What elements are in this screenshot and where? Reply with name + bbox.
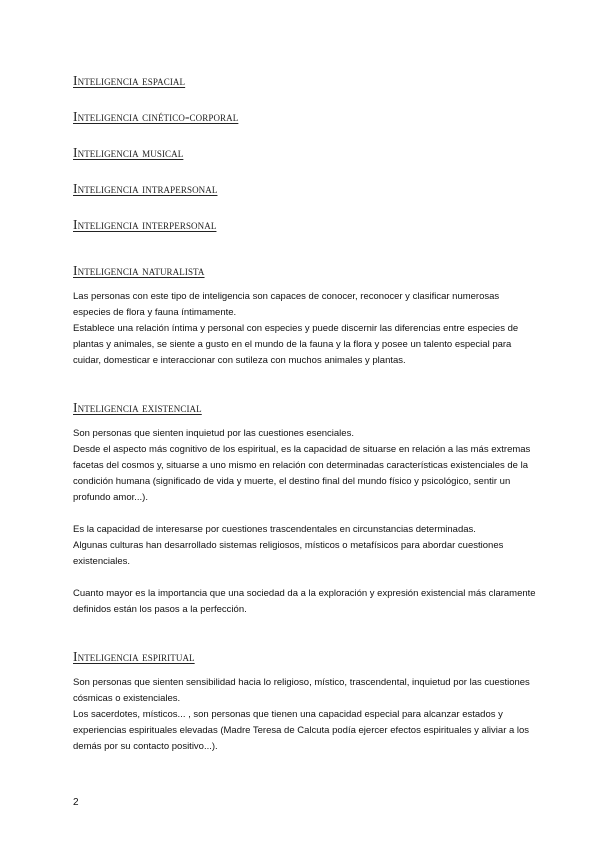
- section-naturalista: [73, 262, 538, 369]
- link-inteligencia-espiritual[interactable]: Inteligencia espiritual: [73, 649, 195, 664]
- existencial-paragraph-4: Algunas culturas han desarrollado sistemas religiosos, místicos o metafísicos para abordar cuestiones existenciales.: [73, 540, 504, 567]
- paragraph-gap: [73, 570, 538, 586]
- link-inteligencia-musical[interactable]: Inteligencia musical: [73, 145, 184, 160]
- existencial-paragraph-3: Es la capacidad de interesarse por cuestiones trascendentales en circunstancias determinadas.: [73, 524, 476, 535]
- espiritual-paragraph-1: Son personas que sienten sensibilidad hacia lo religioso, místico, trascendental, inquietud por las cuestiones cósmicas o existenciales.: [73, 677, 530, 704]
- link-inteligencia-naturalista[interactable]: Inteligencia naturalista: [73, 263, 205, 278]
- existencial-paragraph-5: Cuanto mayor es la importancia que una sociedad da a la exploración y expresión existencial más claramente definidos están los pasos a la perfección.: [73, 588, 536, 615]
- link-inteligencia-cinetico-corporal[interactable]: Inteligencia cinético-corporal: [73, 109, 239, 124]
- link-inteligencia-interpersonal[interactable]: Inteligencia interpersonal: [73, 217, 217, 232]
- section-existencial: [73, 399, 538, 618]
- existencial-paragraph-1: Son personas que sienten inquietud por las cuestiones esenciales.: [73, 428, 354, 439]
- page-number: 2: [73, 797, 79, 808]
- section-espiritual: [73, 648, 538, 755]
- paragraph-gap: [73, 506, 538, 522]
- naturalista-paragraph-1: Las personas con este tipo de inteligencia son capaces de conocer, reconocer y clasificar numerosas especies de flora y fauna íntimamente.: [73, 291, 500, 318]
- link-inteligencia-espacial[interactable]: Inteligencia espacial: [73, 73, 186, 88]
- naturalista-paragraph-2: Establece una relación íntima y personal con especies y puede discernir las diferencias entre especies de plantas y animales, se siente a gusto en el mundo de la fauna y la flora y posee un talento especial para cuidar, domesticar e interaccionar con sutileza con muchos animales y plantas.: [73, 323, 519, 366]
- link-inteligencia-intrapersonal[interactable]: Inteligencia intrapersonal: [73, 181, 218, 196]
- link-inteligencia-existencial[interactable]: Inteligencia existencial: [73, 400, 202, 415]
- existencial-paragraph-2: Desde el aspecto más cognitivo de los espiritual, es la capacidad de situarse en relación a las más extremas facetas del cosmos y, situarse a uno mismo en relación con determinadas características existenciales de la condición humana (significado de vida y muerte, el destino final del mundo físico y psicológico, sentir un profundo amor...).: [73, 444, 531, 503]
- page-content: [73, 72, 538, 755]
- espiritual-paragraph-2: Los sacerdotes, místicos... , son personas que tienen una capacidad especial para alcanzar estados y experiencias espirituales elevadas (Madre Teresa de Calcuta podía ejercer efectos espirituales y aliviar a los demás por su contacto positivo...).: [73, 709, 530, 752]
